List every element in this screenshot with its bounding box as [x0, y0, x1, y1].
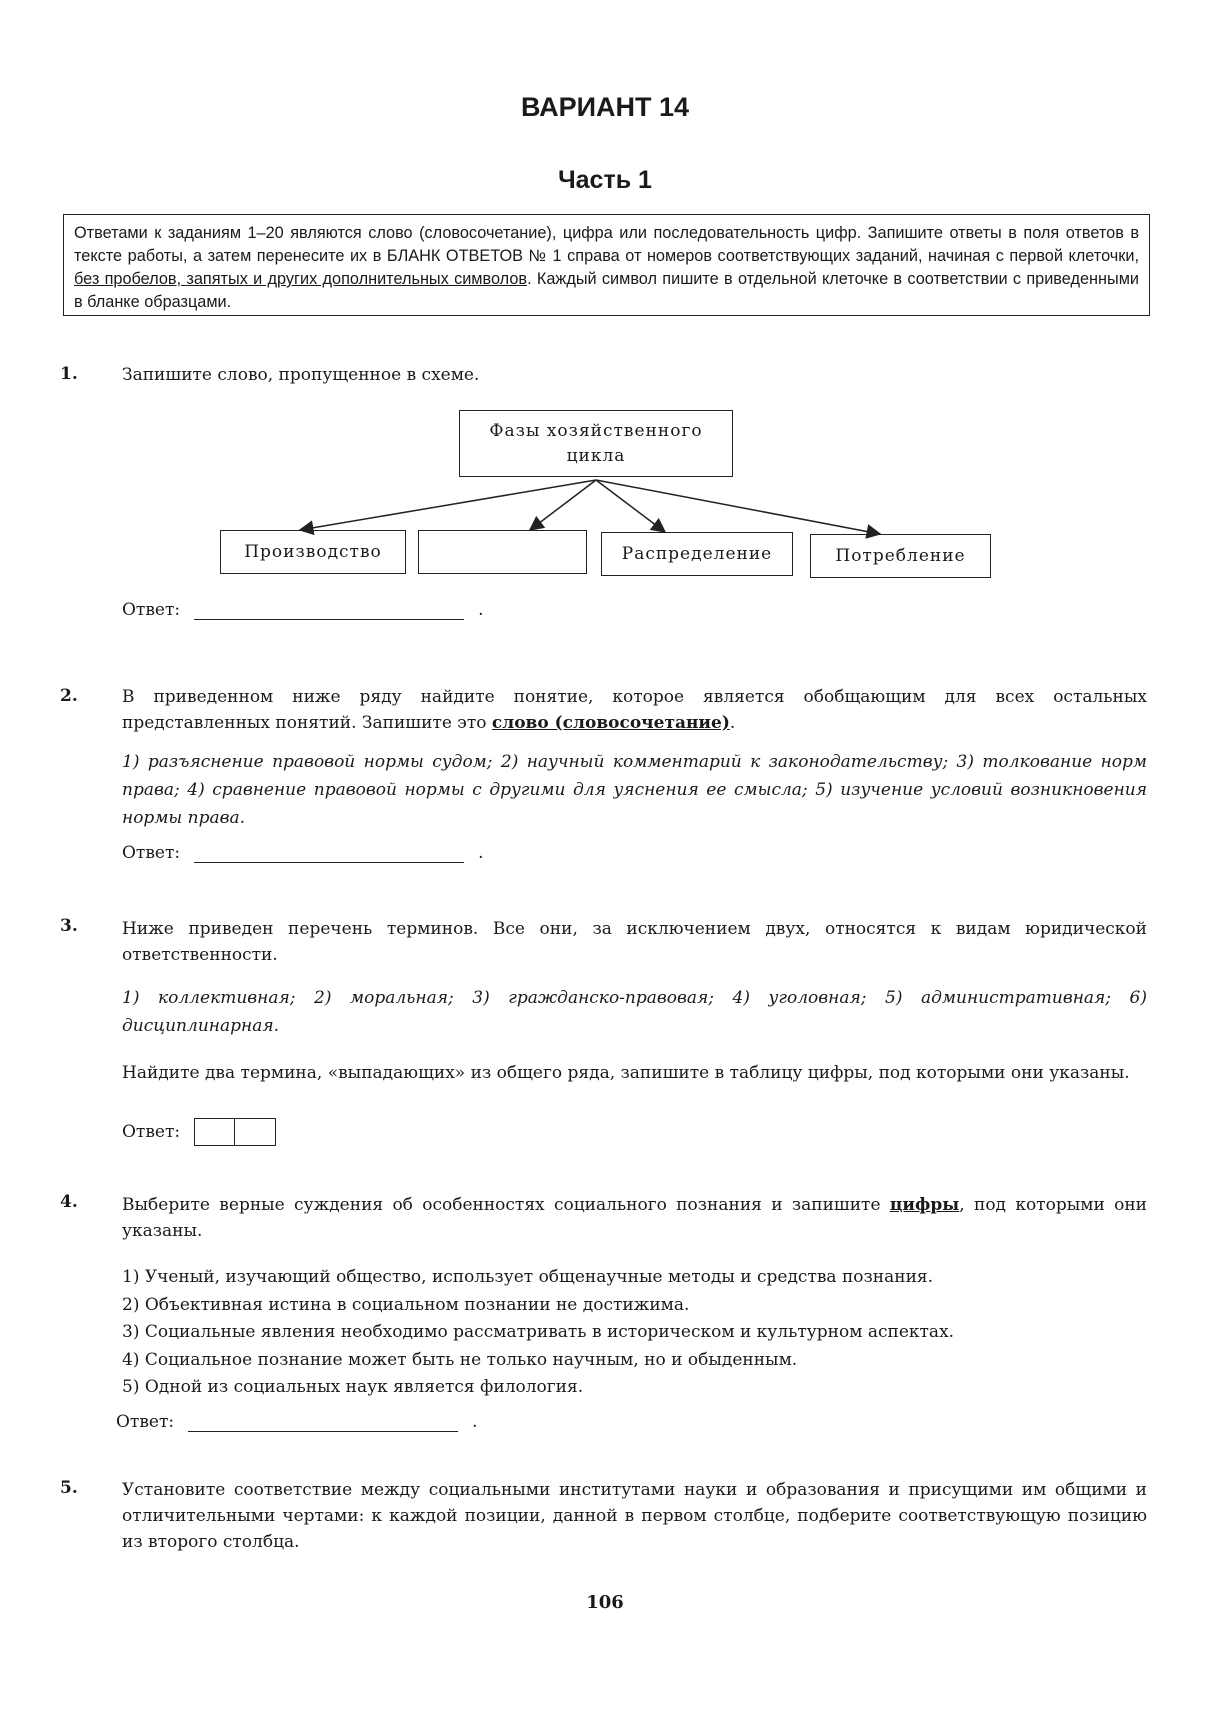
question-2-options: 1) разъяснение правовой нормы судом; 2) научный комментарий к законодательству; 3) толкование норм права; 4) сравнение правовой нормы с другими для уяснения ее смысла; 5) изучение условий возникновения нормы права. — [122, 752, 1147, 828]
question-4-items — [122, 1264, 1147, 1402]
question-3-text: Ниже приведен перечень терминов. Все они, за исключением двух, относятся к видам юридической ответственности. — [122, 919, 1147, 965]
list-item: 2) Объективная истина в социальном познании не достижима. — [122, 1294, 690, 1315]
list-item: 3) Социальные явления необходимо рассматривать в историческом и культурном аспектах. — [122, 1322, 955, 1342]
instructions-text: Ответами к заданиям 1–20 являются слово (словосочетание), цифра или последовательность цифр. Запишите ответы в поля ответов в тексте работы, а затем перенесите их в БЛАНК ОТВЕТОВ № 1 справа от номеров соответствующих заданий, начиная с первой клеточки, — [74, 224, 1139, 265]
answer-2-field[interactable] — [194, 845, 464, 863]
answer-1: Ответ: . — [122, 600, 484, 620]
list-item: 1) Ученый, изучающий общество, использует общенаучные методы и средства познания. — [122, 1267, 934, 1287]
answer-label: Ответ: — [122, 600, 181, 620]
list-item: 4) Социальное познание может быть не только научным, но и обыденным. — [122, 1349, 798, 1370]
question-5-text: Установите соответствие между социальными институтами науки и образования и присущими им общими и отличительными чертами: к каждой позиции, данной в первом столбце, подберите соответствующую позицию из второго столбца. — [122, 1480, 1147, 1552]
q4-text: Выберите верные суждения об особенностях социального познания и запишите — [122, 1195, 890, 1215]
question-number: 5. — [60, 1478, 78, 1498]
scheme-arrows — [0, 0, 1210, 600]
answer-4: Ответ: . — [116, 1412, 478, 1432]
question-3-task: Найдите два термина, «выпадающих» из общего ряда, запишите в таблицу цифры, под которыми они указаны. — [122, 1063, 1130, 1083]
question-4-text — [122, 1192, 1147, 1244]
answer-label: Ответ: — [116, 1412, 175, 1432]
answer-3-cells[interactable] — [194, 1118, 276, 1146]
variant-title: ВАРИАНТ 14 — [520, 92, 690, 122]
arrow-4 — [596, 480, 880, 534]
q2-text-end: . — [729, 713, 736, 733]
question-2-text — [122, 684, 1147, 736]
scheme-box-missing — [418, 530, 587, 574]
answer-3 — [122, 1118, 276, 1146]
scheme-box-distribution: Распределение — [601, 532, 793, 576]
arrow-3 — [596, 480, 665, 532]
scheme-box-production: Производство — [220, 530, 406, 574]
list-item: 5) Одной из социальных наук является филология. — [122, 1377, 584, 1397]
answer-1-field[interactable] — [194, 602, 464, 620]
answer-2: Ответ: . — [122, 843, 484, 863]
arrow-2 — [530, 480, 596, 530]
scheme-box-consumption: Потребление — [810, 534, 991, 578]
question-number: 1. — [60, 364, 78, 384]
question-number: 4. — [60, 1192, 78, 1212]
question-number: 2. — [60, 686, 78, 706]
answer-4-field[interactable] — [188, 1414, 458, 1432]
scheme-root: Фазы хозяйственного цикла — [459, 410, 733, 477]
page-number: 106 — [586, 1592, 624, 1613]
instructions-text-end: . Каждый символ пишите в отдельной клеточке в соответствии с приведенными в бланке образцами. — [74, 270, 1139, 311]
question-1-text: Запишите слово, пропущенное в схеме. — [122, 365, 480, 385]
part-title: Часть 1 — [558, 166, 652, 194]
answer-label: Ответ: — [122, 1122, 181, 1142]
answer-label: Ответ: — [122, 843, 181, 863]
instructions-underlined: без пробелов, запятых и других дополнительных символов — [74, 270, 528, 288]
q4-text-end: , под которыми они указаны. — [122, 1195, 1148, 1241]
question-3-options: 1) коллективная; 2) моральная; 3) гражданско-правовая; 4) уголовная; 5) административная; 6) дисциплинарная. — [122, 988, 1147, 1036]
arrow-1 — [300, 480, 596, 530]
q2-emph: слово (словосочетание) — [491, 713, 730, 733]
question-number: 3. — [60, 916, 78, 936]
q2-text: В приведенном ниже ряду найдите понятие, которое является обобщающим для всех остальных представленных понятий. Запишите это — [122, 687, 1147, 733]
q4-emph: цифры — [889, 1195, 960, 1215]
